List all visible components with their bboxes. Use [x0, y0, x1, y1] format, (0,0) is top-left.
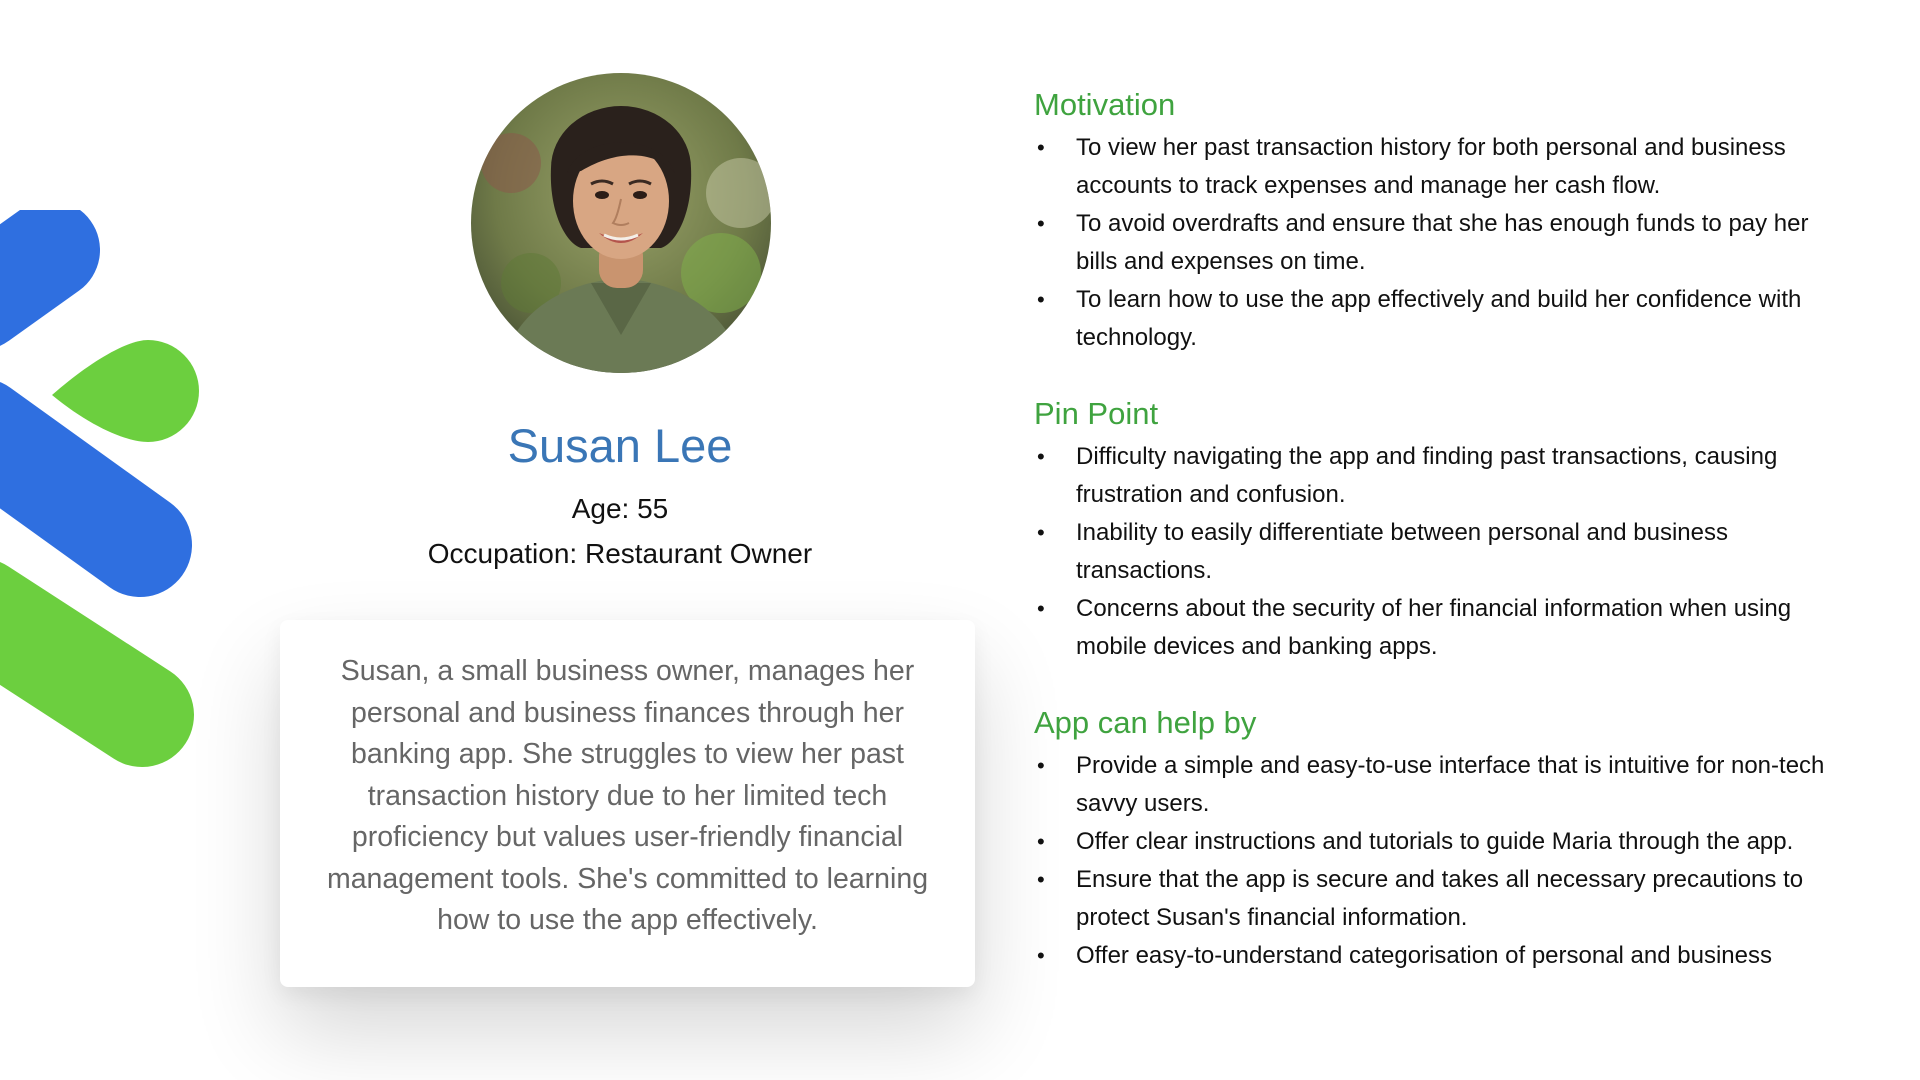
pin-point-title: Pin Point — [1034, 396, 1159, 431]
bullet-icon: • — [1037, 867, 1045, 892]
list-item-text: Provide a simple and easy-to-use interface that is intuitive for non-tech savvy users. — [1076, 752, 1825, 817]
app-help-list — [1034, 747, 1834, 975]
list-item — [1034, 590, 1834, 666]
bullet-icon: • — [1037, 520, 1045, 545]
app-help-title: App can help by — [1034, 705, 1257, 740]
app-help-section — [1034, 702, 1834, 975]
list-item — [1034, 937, 1834, 975]
pin-point-section — [1034, 393, 1834, 666]
motivation-list — [1034, 129, 1834, 357]
bullet-icon: • — [1037, 753, 1045, 778]
persona-summary-card — [280, 620, 975, 987]
list-item — [1034, 281, 1834, 357]
list-item — [1034, 747, 1834, 823]
list-item-text: Inability to easily differentiate between personal and business transactions. — [1076, 519, 1728, 584]
list-item-text: Ensure that the app is secure and takes all necessary precautions to protect Susan's financial information. — [1076, 866, 1804, 931]
list-item-text: To view her past transaction history for both personal and business accounts to track expenses and manage her cash flow. — [1076, 134, 1786, 199]
list-item-text: Offer clear instructions and tutorials to guide Maria through the app. — [1076, 828, 1794, 855]
list-item-text: To avoid overdrafts and ensure that she has enough funds to pay her bills and expenses on time. — [1076, 210, 1809, 275]
bullet-icon: • — [1037, 829, 1045, 854]
persona-details — [1034, 84, 1834, 975]
bullet-icon: • — [1037, 596, 1045, 621]
bullet-icon: • — [1037, 135, 1045, 160]
bullet-icon: • — [1037, 444, 1045, 469]
list-item-text: Offer easy-to-understand categorisation of personal and business — [1076, 942, 1772, 969]
list-item — [1034, 129, 1834, 205]
bullet-icon: • — [1037, 943, 1045, 968]
persona-name: Susan Lee — [507, 419, 733, 472]
bullet-icon: • — [1037, 211, 1045, 236]
motivation-section — [1034, 84, 1834, 357]
persona-photo — [471, 73, 771, 373]
list-item-text: Difficulty navigating the app and finding past transactions, causing frustration and confusion. — [1076, 443, 1778, 508]
list-item-text: To learn how to use the app effectively and build her confidence with technology. — [1076, 286, 1802, 351]
list-item — [1034, 438, 1834, 514]
list-item-text: Concerns about the security of her financial information when using mobile devices and banking apps. — [1076, 595, 1792, 660]
list-item — [1034, 823, 1834, 861]
persona-occupation: Occupation: Restaurant Owner — [427, 538, 813, 569]
motivation-title: Motivation — [1034, 87, 1176, 122]
brand-logo-icon — [0, 210, 230, 810]
pin-point-list — [1034, 438, 1834, 666]
list-item — [1034, 205, 1834, 281]
bullet-icon: • — [1037, 287, 1045, 312]
persona-summary-text: Susan, a small business owner, manages her personal and business finances through her banking app. She struggles to view her past transaction history due to her limited tech proficiency but values user-friendly financial management tools. She's committed to learning how to use the app effectively. — [326, 655, 929, 936]
persona-age: Age: 55 — [571, 493, 669, 524]
list-item — [1034, 861, 1834, 937]
list-item — [1034, 514, 1834, 590]
